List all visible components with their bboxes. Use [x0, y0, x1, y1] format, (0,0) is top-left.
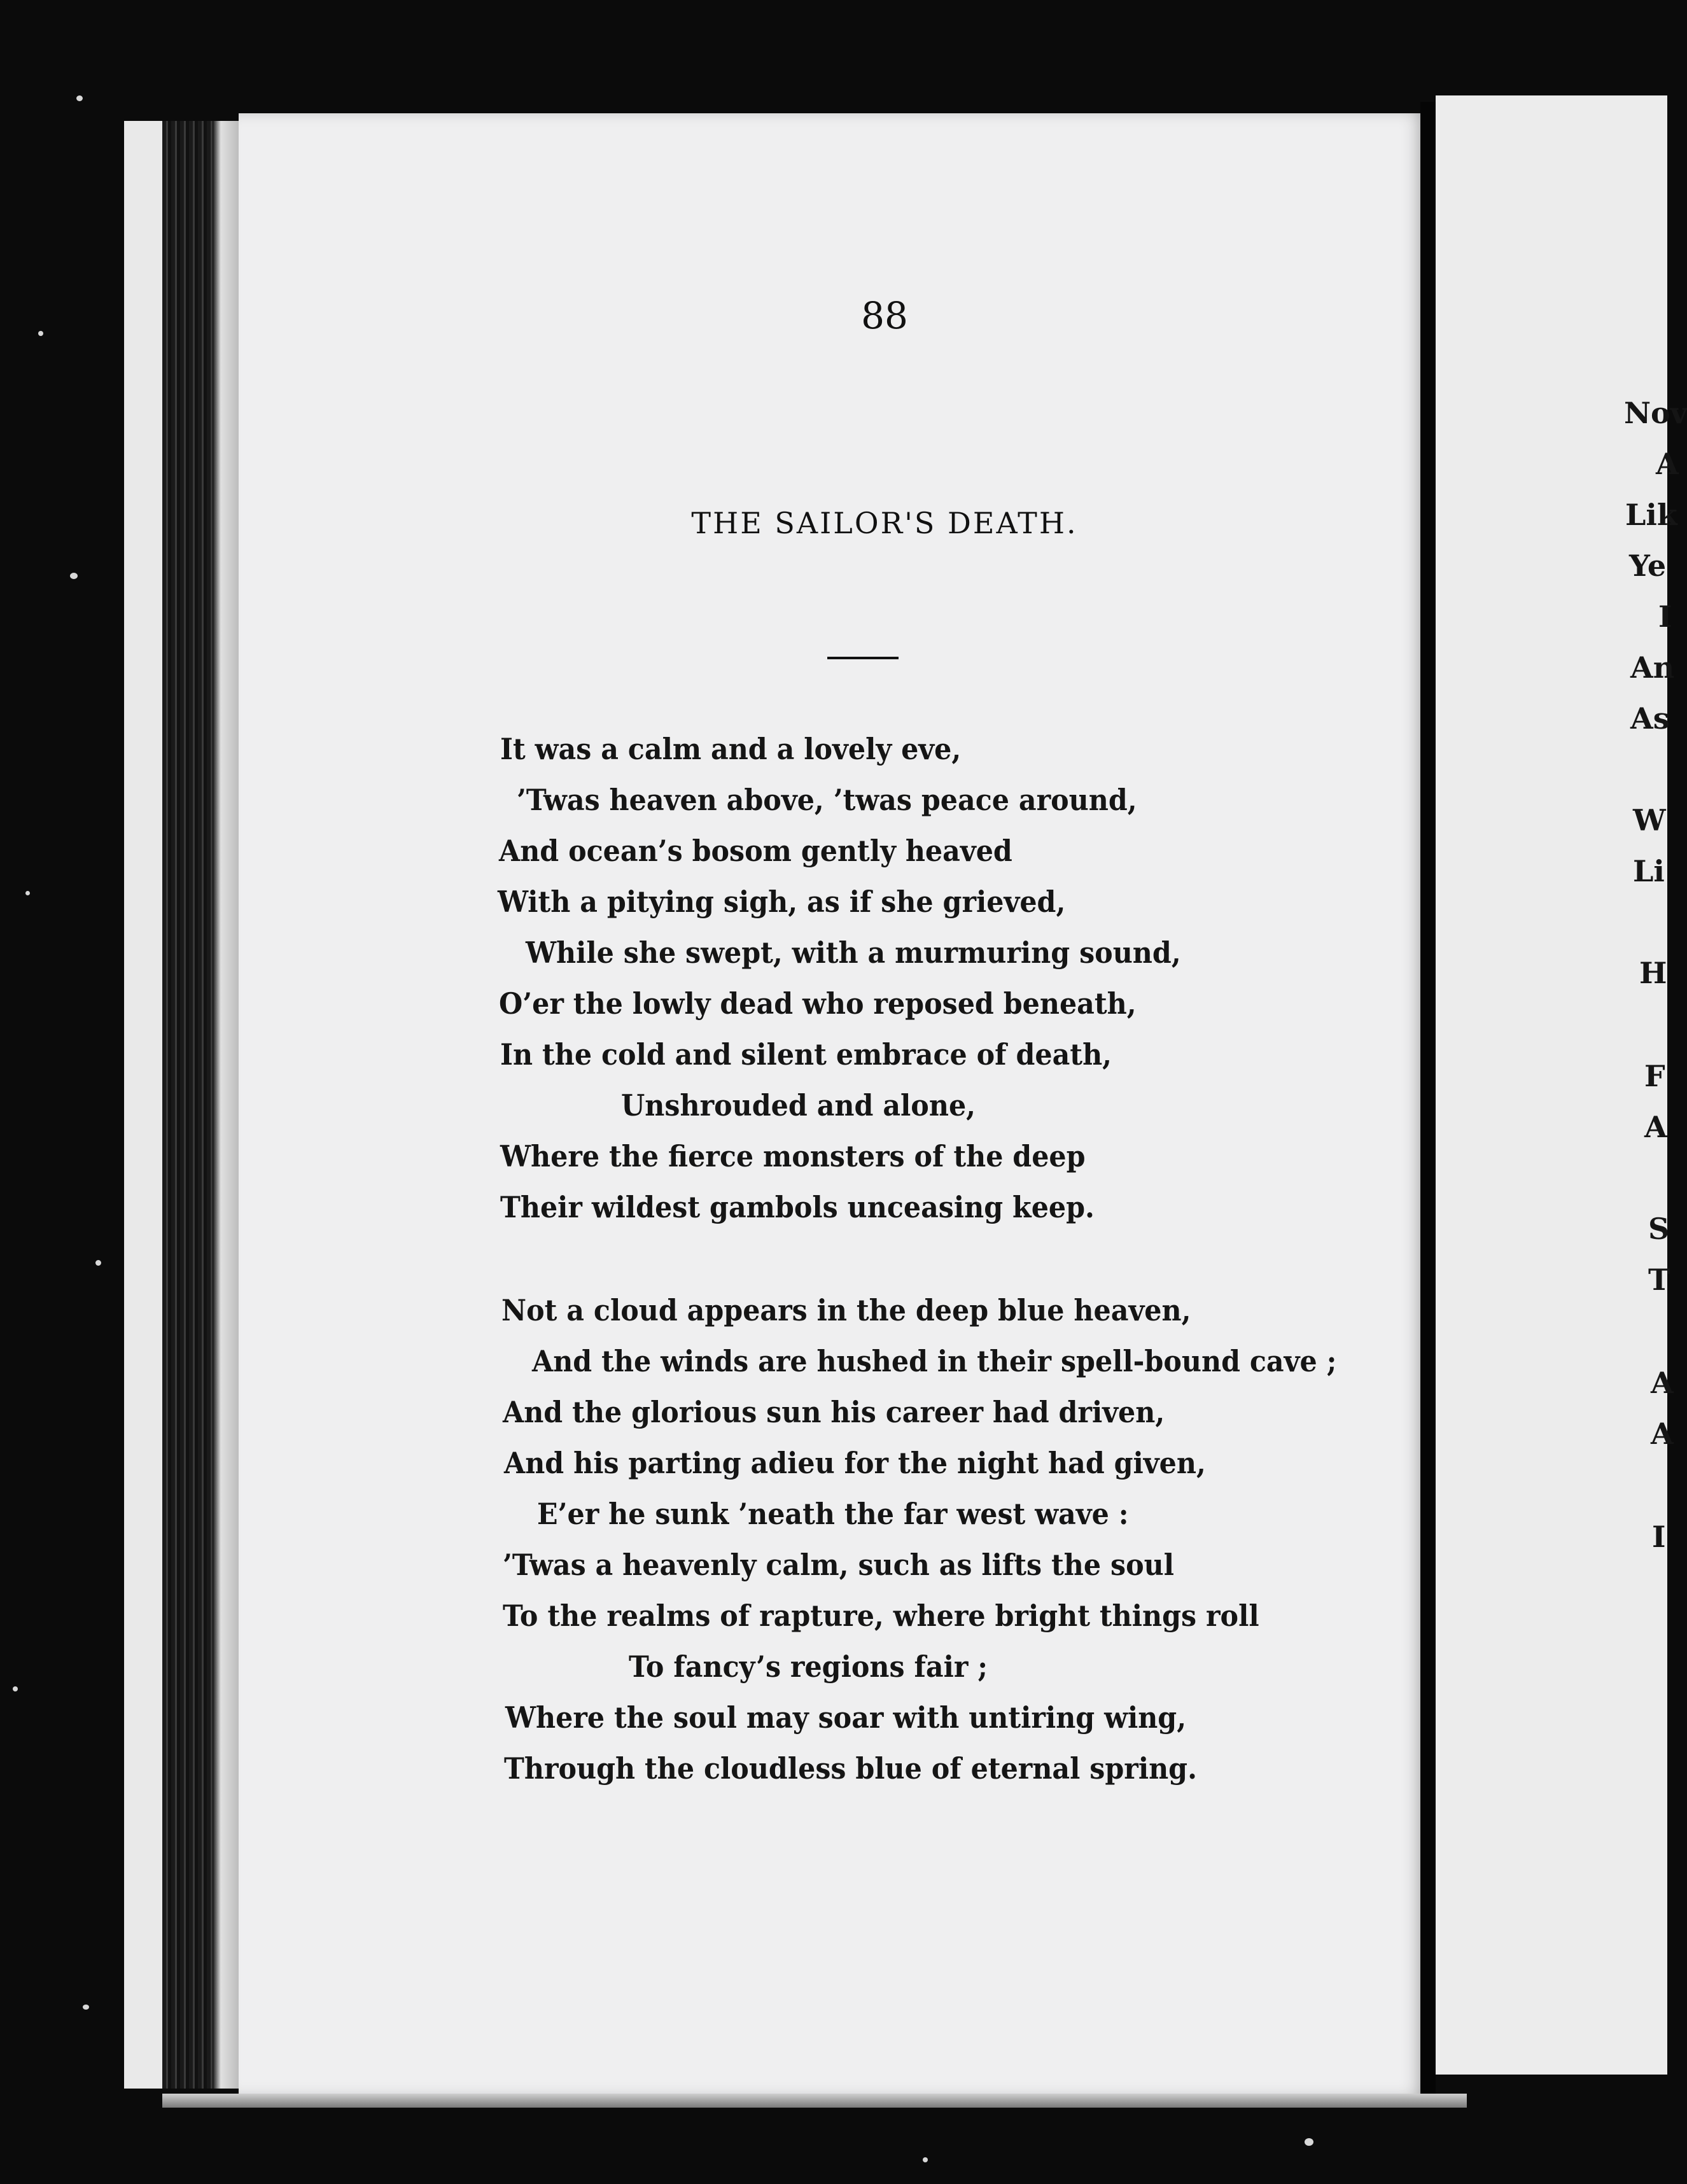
page-edge-shade	[213, 121, 239, 2089]
poem-line: O’er the lowly dead who reposed beneath,	[499, 986, 1137, 1021]
poem-line: Where the fierce monsters of the deep	[500, 1139, 1086, 1173]
page-number: 88	[861, 294, 908, 337]
right-page	[1436, 95, 1670, 2075]
right-page-fragment: I	[1658, 599, 1672, 634]
right-page-fragment: F	[1644, 1059, 1665, 1093]
right-page-fragment: I	[1652, 1520, 1666, 1554]
poem-line: And ocean’s bosom gently heaved	[499, 834, 1012, 868]
right-page-fragment: A	[1656, 447, 1679, 481]
poem-line: And the glorious sun his career had driven,	[503, 1395, 1165, 1429]
right-page-fragment: W	[1633, 803, 1666, 837]
poem-line: Through the cloudless blue of eternal spring.	[504, 1751, 1198, 1786]
right-page-fragment: As	[1630, 701, 1670, 736]
title-rule	[827, 657, 899, 659]
right-page-fragment: A	[1644, 1110, 1667, 1144]
page-edge-light	[124, 121, 162, 2089]
right-page-fragment: Li	[1633, 854, 1665, 888]
poem-line: While she swept, with a murmuring sound,	[526, 935, 1181, 970]
right-page-fragment: S	[1648, 1212, 1670, 1246]
right-page-fragment: Nov	[1624, 396, 1687, 430]
poem-line: ’Twas a heavenly calm, such as lifts the soul	[503, 1548, 1174, 1582]
poem-line: To the realms of rapture, where bright things roll	[503, 1599, 1259, 1633]
book-bottom-edge	[162, 2094, 1467, 2108]
poem-line: ’Twas heaven above, ’twas peace around,	[517, 783, 1137, 817]
poem-line: In the cold and silent embrace of death,	[500, 1037, 1112, 1072]
poem-line: Their wildest gambols unceasing keep.	[500, 1190, 1095, 1224]
poem-title: THE SAILOR'S DEATH.	[691, 506, 1078, 540]
poem-line: To fancy’s regions fair ;	[629, 1649, 988, 1684]
right-page-fragment: H	[1639, 956, 1667, 990]
poem-line: Where the soul may soar with untiring wing,	[505, 1700, 1187, 1735]
poem-line: Not a cloud appears in the deep blue heaven,	[501, 1293, 1191, 1327]
right-page-fragment: Ye	[1629, 549, 1667, 583]
book-gutter	[1420, 102, 1436, 2106]
poem-line: And the winds are hushed in their spell-bound cave ;	[532, 1344, 1337, 1378]
poem-line: It was a calm and a lovely eve,	[500, 732, 962, 766]
right-page-fragment: A	[1651, 1366, 1674, 1400]
book-spine-edges	[162, 121, 213, 2089]
right-page-fragment: An	[1630, 650, 1675, 685]
poem-line: E’er he sunk ’neath the far west wave :	[537, 1497, 1129, 1531]
poem-line: And his parting adieu for the night had given,	[504, 1446, 1206, 1480]
right-page-fragment: T	[1648, 1263, 1670, 1297]
right-page-fragment: A	[1651, 1417, 1674, 1451]
poem-line: With a pitying sigh, as if she grieved,	[498, 885, 1066, 919]
right-page-fragment: Lik	[1625, 498, 1677, 532]
poem-line: Unshrouded and alone,	[621, 1088, 976, 1123]
